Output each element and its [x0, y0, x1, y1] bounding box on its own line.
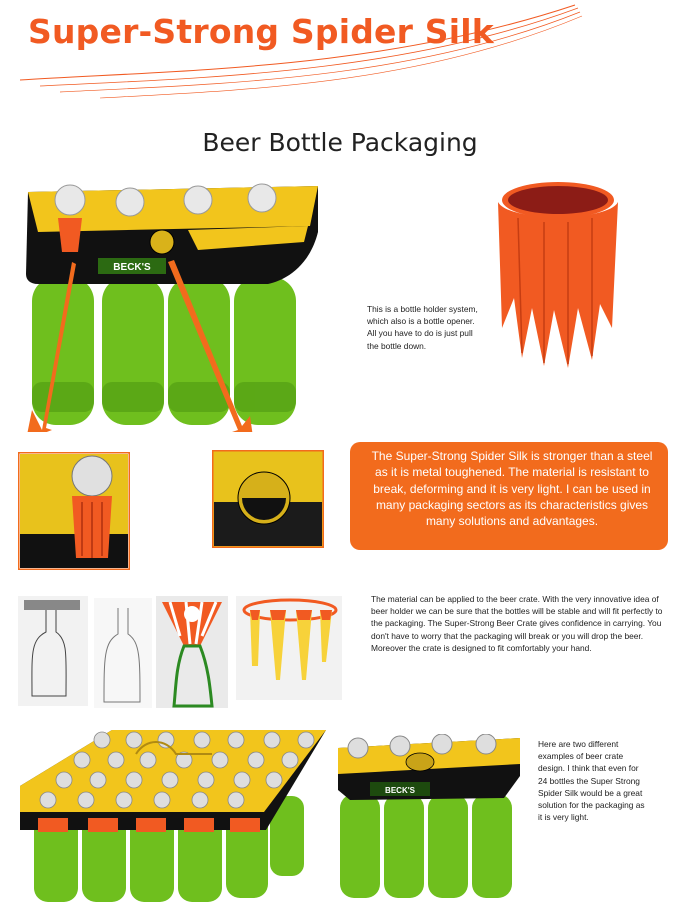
zoom-detail-strap — [18, 452, 130, 570]
page-title: Super-Strong Spider Silk — [28, 12, 494, 51]
brand-label: BECK'S — [385, 786, 415, 795]
sketch-cone-holders — [236, 596, 342, 700]
holder-description: This is a bottle holder system, which also is a bottle opener. All you have to do is just pull the bottle down. — [367, 304, 478, 351]
examples-description: Here are two different examples of beer crate design. I think that even for 24 bottles the Super Strong Spider Silk would be a great solution for the packaging as it is very light. — [538, 739, 645, 823]
sketch-bottle-holder-2 — [94, 598, 152, 708]
sketch-bottle-neck-orange — [156, 596, 228, 708]
section-heading: Beer Bottle Packaging — [202, 128, 478, 157]
crate-24-illustration — [16, 726, 328, 902]
sketch-bottle-holder-1 — [18, 596, 88, 706]
crate-four-illustration — [336, 734, 526, 900]
swoosh-decoration — [0, 0, 680, 110]
spider-silk-holder-illustration — [488, 178, 628, 370]
four-pack-holder-illustration — [18, 182, 328, 432]
material-callout: The Super-Strong Spider Silk is stronger than a steel as it is metal toughened. The material is resistant to break, deforming and it is very light. I can be used in many packaging sectors as its characteristics gives many solutions and advantages. — [350, 442, 668, 550]
crate-description: The material can be applied to the beer crate. With the very innovative idea of beer holder we can be sure that the bottles will be stable and will fit perfectly to the packaging. The Super-Strong Beer Crate gives confidence in carrying. You don't have to worry that the packaging will break or you will drop the beer. Moreover the crate is designed to fit comfortably your hand. — [371, 594, 663, 653]
brand-label: BECK'S — [113, 262, 151, 273]
zoom-detail-opener — [212, 450, 324, 548]
